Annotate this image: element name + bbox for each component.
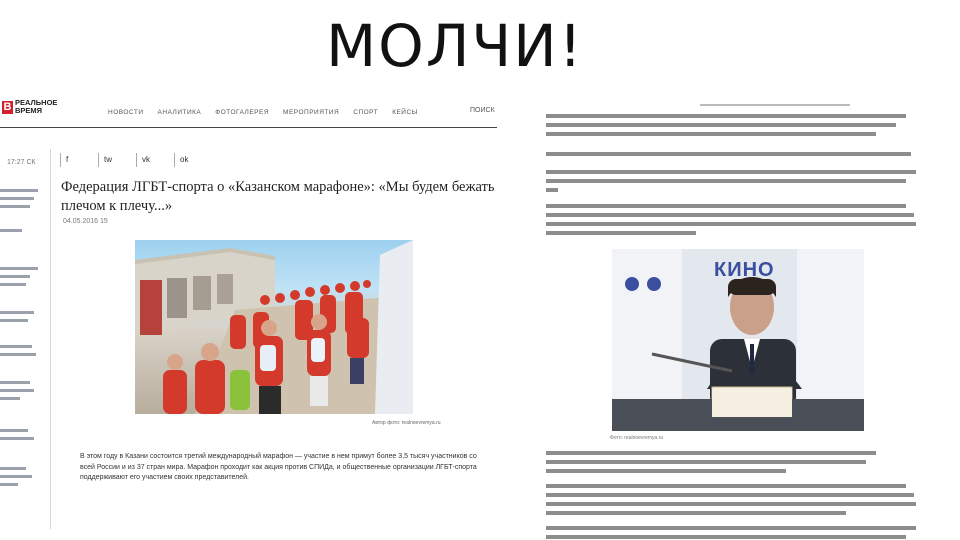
nav-item-events[interactable]: МЕРОПРИЯТИЯ xyxy=(283,109,340,116)
news-sidebar xyxy=(0,149,51,529)
sidebar-news-line[interactable] xyxy=(0,437,34,440)
nav-item-news[interactable]: НОВОСТИ xyxy=(108,109,144,116)
sidebar-news-line[interactable] xyxy=(0,389,34,392)
nav-item-analytics[interactable]: АНАЛИТИКА xyxy=(157,109,202,116)
logo-mark[interactable]: В xyxy=(3,101,12,113)
text-line xyxy=(546,152,911,156)
sidebar-news-line[interactable] xyxy=(0,483,18,486)
vk-share-button[interactable]: vk xyxy=(136,153,170,167)
ok-share-button[interactable]: ok xyxy=(174,153,208,167)
photo-credit: Автор фото: realnoevremya.ru xyxy=(372,420,441,426)
sidebar-news-line[interactable] xyxy=(0,319,28,322)
sidebar-news-line[interactable] xyxy=(0,353,36,356)
text-line xyxy=(546,460,866,464)
text-line xyxy=(546,123,896,127)
sidebar-news-line[interactable] xyxy=(0,197,34,200)
article-title[interactable]: Федерация ЛГБТ-спорта о «Казанском марафоне»: «Мы будем бежать плечом к плечу...» xyxy=(61,179,495,214)
marathon-photo[interactable] xyxy=(135,240,413,414)
text-line xyxy=(546,511,846,515)
twitter-share-button[interactable]: tw xyxy=(98,153,132,167)
text-line xyxy=(546,484,906,488)
sidebar-news-line[interactable] xyxy=(0,283,26,286)
text-line xyxy=(546,170,916,174)
sidebar-news-line[interactable] xyxy=(0,229,22,232)
logo-text[interactable]: РЕАЛЬНОЕ ВРЕМЯ xyxy=(15,98,58,115)
sidebar-news-line[interactable] xyxy=(0,397,20,400)
kino-banner: КИНО xyxy=(714,259,775,281)
sidebar-news-line[interactable] xyxy=(0,275,30,278)
article-meta: 04.05.2016 15 xyxy=(63,218,108,225)
text-line xyxy=(546,179,906,183)
marathon-photo-illustration xyxy=(135,240,413,414)
text-line xyxy=(546,535,906,539)
text-line xyxy=(546,204,906,208)
left-article-screenshot xyxy=(0,94,505,540)
sidebar-news-line[interactable] xyxy=(0,467,26,470)
text-line xyxy=(546,213,914,217)
text-line xyxy=(546,231,696,235)
text-line xyxy=(546,493,914,497)
right-article-screenshot xyxy=(540,94,932,540)
nav-item-sport[interactable]: СПОРТ xyxy=(353,109,379,116)
photo-caption: Фото: realnoevremya.ru xyxy=(610,435,664,441)
nav-item-photos[interactable]: ФОТОГАЛЕРЕЯ xyxy=(215,109,270,116)
sidebar-news-line[interactable] xyxy=(0,205,30,208)
text-line xyxy=(546,502,916,506)
sidebar-news-line[interactable] xyxy=(0,381,30,384)
nav-item-cases[interactable]: КЕЙСЫ xyxy=(392,109,418,116)
text-line xyxy=(546,114,906,118)
text-line xyxy=(546,469,786,473)
sidebar-news-line[interactable] xyxy=(0,475,32,478)
search-link[interactable]: ПОИСК xyxy=(470,107,495,114)
press-conference-photo[interactable] xyxy=(612,249,864,431)
article-body xyxy=(80,452,480,484)
sidebar-date: 17:27 СК xyxy=(7,159,36,166)
text-line xyxy=(546,132,876,136)
text-line xyxy=(546,188,558,192)
article-body-text: В этом году в Казани состоится третий международный марафон — участие в нем примут более 3,5 тысяч участников со всей России и из 37 стран мира. Марафон проходит как акция против СПИДа, и общественные организации ЛГБТ-спорта поддерживают его участием своих представителей. xyxy=(80,453,477,481)
sidebar-news-line[interactable] xyxy=(0,267,38,270)
slide-title: МОЛЧИ! xyxy=(326,12,584,80)
sidebar-news-line[interactable] xyxy=(0,189,38,192)
main-nav xyxy=(108,109,418,116)
facebook-share-button[interactable]: f xyxy=(60,153,94,167)
text-line xyxy=(700,104,850,106)
text-line xyxy=(546,526,916,530)
site-header xyxy=(0,94,497,128)
text-line xyxy=(546,451,876,455)
sidebar-news-line[interactable] xyxy=(0,345,32,348)
sidebar-news-line[interactable] xyxy=(0,311,34,314)
text-line xyxy=(546,222,916,226)
social-share-bar xyxy=(60,153,208,167)
sidebar-news-line[interactable] xyxy=(0,429,28,432)
